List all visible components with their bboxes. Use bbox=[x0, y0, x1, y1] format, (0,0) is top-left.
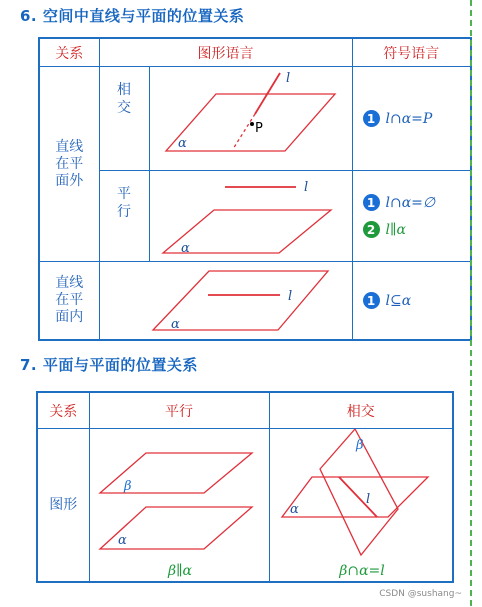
svg-text:α: α bbox=[170, 317, 180, 332]
header-relation: 关系 bbox=[37, 392, 89, 429]
header-relation: 关系 bbox=[39, 38, 99, 67]
right-edge-strip bbox=[470, 0, 472, 607]
symbol-expression: l∩α=∅ bbox=[385, 194, 436, 211]
svg-text:α: α bbox=[180, 241, 190, 256]
svg-text:l: l bbox=[285, 71, 290, 86]
svg-text:β∩α=l: β∩α=l bbox=[338, 563, 385, 579]
figure-planes-parallel bbox=[89, 429, 269, 583]
number-badge: 1 bbox=[363, 194, 380, 211]
svg-text:α: α bbox=[177, 136, 187, 151]
category-in-plane: 直线在平面内 bbox=[39, 262, 99, 341]
header-figure: 图形语言 bbox=[99, 38, 352, 67]
category-outside-plane: 直线在平面外 bbox=[39, 67, 99, 262]
svg-text:l: l bbox=[303, 180, 308, 195]
sub-intersect-label: 相交 bbox=[99, 67, 149, 171]
svg-text:α: α bbox=[289, 502, 299, 517]
row-label-figure: 图形 bbox=[37, 429, 89, 583]
sub-parallel-label: 平行 bbox=[99, 171, 149, 262]
plane-plane-relation-table bbox=[36, 391, 454, 583]
header-parallel: 平行 bbox=[89, 392, 269, 429]
symbol-intersect bbox=[352, 67, 471, 171]
svg-text:P: P bbox=[254, 121, 263, 136]
symbol-expression: l∩α=P bbox=[385, 110, 433, 127]
header-symbol: 符号语言 bbox=[352, 38, 471, 67]
svg-text:β: β bbox=[355, 438, 364, 453]
svg-text:β: β bbox=[123, 479, 132, 494]
figure-line-intersect-plane bbox=[149, 67, 352, 171]
symbol-expression: l∥α bbox=[385, 221, 406, 238]
symbol-expression: l⊆α bbox=[385, 292, 412, 309]
watermark: CSDN @sushang~ bbox=[379, 589, 462, 599]
figure-line-in-plane bbox=[99, 262, 352, 341]
section7-title: 7. 平面与平面的位置关系 bbox=[20, 356, 198, 374]
number-badge: 1 bbox=[363, 110, 380, 127]
figure-line-parallel-plane bbox=[149, 171, 352, 262]
number-badge: 2 bbox=[363, 221, 380, 238]
symbol-parallel bbox=[352, 171, 471, 262]
section6-title: 6. 空间中直线与平面的位置关系 bbox=[20, 7, 245, 25]
svg-text:l: l bbox=[287, 289, 292, 304]
number-badge: 1 bbox=[363, 292, 380, 309]
symbol-in-plane bbox=[352, 262, 471, 341]
svg-text:β∥α: β∥α bbox=[167, 563, 192, 579]
svg-text:l: l bbox=[365, 492, 370, 507]
figure-planes-intersect bbox=[269, 429, 453, 583]
svg-text:α: α bbox=[117, 533, 127, 548]
header-intersect: 相交 bbox=[269, 392, 453, 429]
line-plane-relation-table bbox=[38, 37, 472, 341]
